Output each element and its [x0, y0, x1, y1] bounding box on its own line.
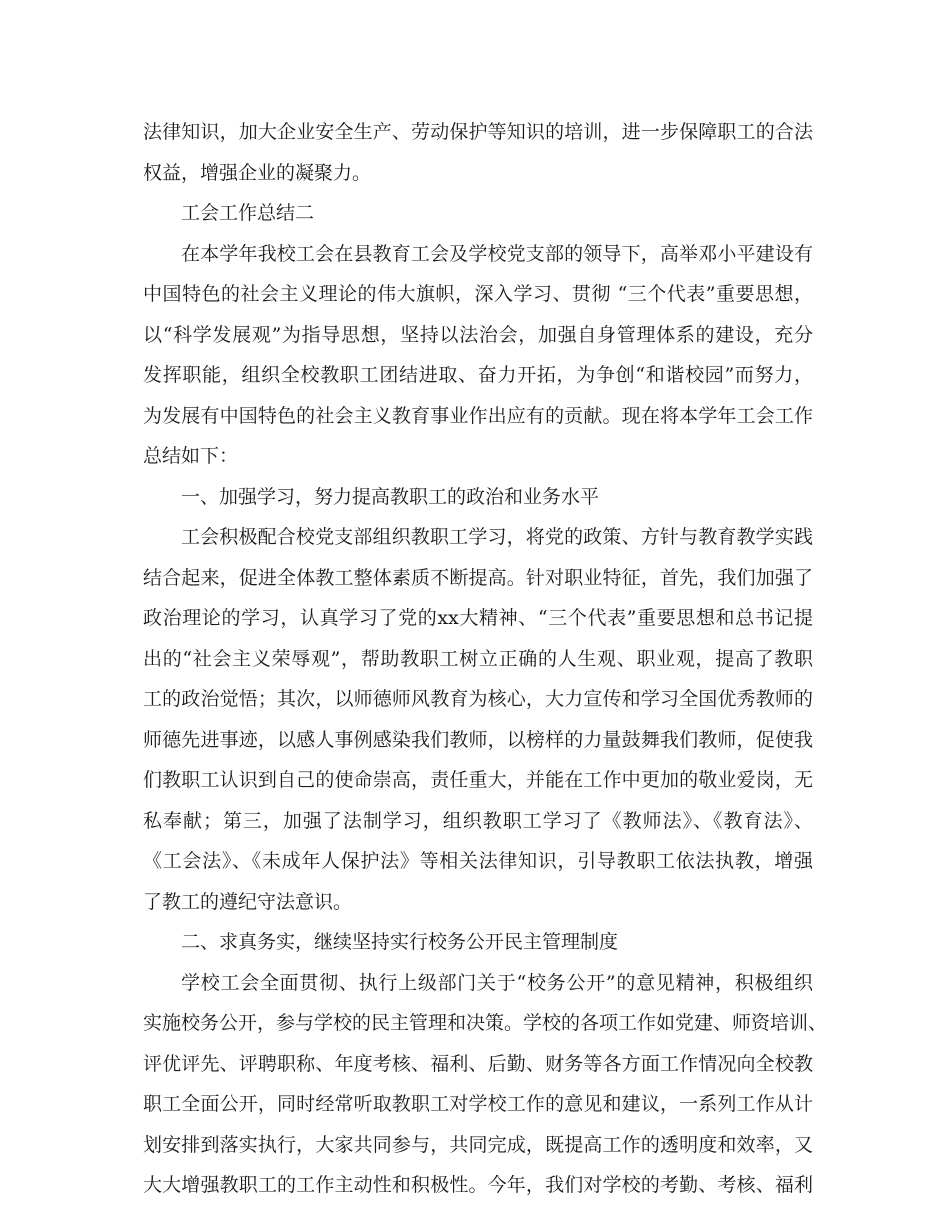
text-line: 权益，增强企业的凝聚力。: [143, 161, 372, 184]
text-line: 在本学年我校工会在县教育工会及学校党支部的领导下，高举邓小平建设有: [181, 242, 813, 265]
text-line: 划安排到落实执行，大家共同参与，共同完成，既提高工作的透明度和效率，又: [143, 1133, 813, 1156]
text-line: 大大增强教职工的工作主动性和积极性。今年，我们对学校的考勤、考核、福利: [143, 1174, 813, 1196]
text-line: 工的政治觉悟；其次，以师德师风教育为核心，大力宣传和学习全国优秀教师的: [143, 688, 813, 710]
text-line: 评优评先、评聘职称、年度考核、福利、后勤、财务等各方面工作情况向全校教: [143, 1052, 813, 1075]
text-line: 法律知识，加大企业安全生产、劳动保护等知识的培训，进一步保障职工的合法: [143, 121, 813, 143]
text-line: 结合起来，促进全体教工整体素质不断提高。针对职业特征，首先，我们加强了: [143, 566, 813, 589]
text-line: 总结如下：: [143, 445, 239, 467]
text-line: 政治理论的学习，认真学习了党的xx大精神、“三个代表”重要思想和总书记提: [143, 607, 813, 629]
text-line: 出的“社会主义荣辱观”，帮助教职工树立正确的人生观、职业观，提高了教职: [143, 647, 813, 670]
text-line: 《工会法》、《未成年人保护法》等相关法律知识，引导教职工依法执教，增强: [143, 850, 813, 872]
text-line: 中国特色的社会主义理论的伟大旗帜，深入学习、贯彻 “三个代表”重要思想，: [143, 283, 813, 305]
text-line: 发挥职能，组织全校教职工团结进取、奋力开拓，为争创“和谐校园”而努力，: [143, 364, 813, 386]
text-line: 工会积极配合校党支部组织教职工学习，将党的政策、方针与教育教学实践: [181, 526, 813, 548]
text-line: 学校工会全面贯彻、执行上级部门关于“校务公开”的意见精神，积极组织: [181, 971, 813, 994]
document-body: [143, 112, 828, 1206]
text-line: 私奉献；第三，加强了法制学习，组织教职工学习了《教师法》、《教育法》、: [143, 809, 813, 832]
text-line: 为发展有中国特色的社会主义教育事业作出应有的贡献。现在将本学年工会工作: [143, 404, 813, 427]
text-line: 们教职工认识到自己的使命崇高，责任重大，并能在工作中更加的敬业爱岗，无: [143, 769, 813, 791]
text-line: 师德先进事迹，以感人事例感染我们教师，以榜样的力量鼓舞我们教师，促使我: [143, 728, 813, 751]
text-line: 实施校务公开，参与学校的民主管理和决策。学校的各项工作如党建、师资培训、: [143, 1012, 828, 1034]
text-line: 以“科学发展观”为指导思想，坚持以法治会，加强自身管理体系的建设，充分: [143, 323, 813, 346]
text-line: 了教工的遵纪守法意识。: [143, 890, 353, 913]
section-heading: 工会工作总结二: [181, 202, 315, 224]
text-line: 职工全面公开，同时经常听取教职工对学校工作的意见和建议，一系列工作从计: [143, 1093, 813, 1115]
section-heading: 一、加强学习，努力提高教职工的政治和业务水平: [181, 485, 600, 508]
section-heading: 二、求真务实，继续坚持实行校务公开民主管理制度: [181, 931, 619, 953]
